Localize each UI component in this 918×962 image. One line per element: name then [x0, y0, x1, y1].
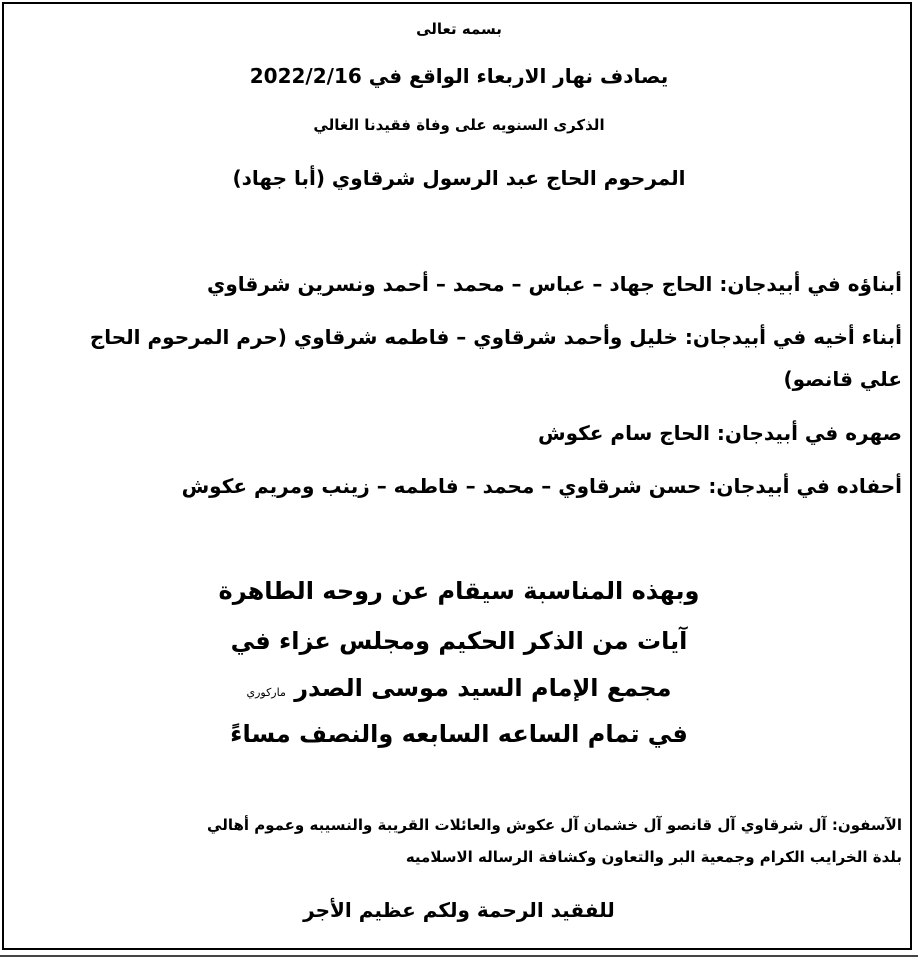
ceremony-venue-note: ماركوري: [246, 686, 286, 699]
ceremony-venue: مجمع الإمام السيد موسى الصدر: [294, 674, 672, 702]
ceremony-line-4: في تمام الساعه السابعه والنصف مساءً: [230, 720, 688, 748]
mourners-line-1: الآسفون: آل شرقاوي آل قانصو آل خشمان آل عكوش والعائلات القريبة والنسيبه وعموم أهالي: [207, 816, 902, 834]
son-in-law-line: صهره في أبيدجان: الحاج سام عكوش: [538, 421, 902, 445]
nephews-line-1: أبناء أخيه في أبيدجان: خليل وأحمد شرقاوي – فاطمه شرقاوي (حرم المرحوم الحاج: [89, 325, 902, 349]
bottom-rule: [0, 955, 918, 957]
ceremony-line-2: آيات من الذكر الحكيم ومجلس عزاء في: [230, 627, 688, 655]
occasion-line: الذكرى السنويه على وفاة فقيدنا الغالي: [313, 116, 605, 134]
sons-line: أبناؤه في أبيدجان: الحاج جهاد – عباس – محمد – أحمد ونسرين شرقاوي: [207, 272, 902, 296]
mourners-line-2: بلدة الخرايب الكرام وجمعية البر والتعاون وكشافة الرساله الاسلاميه: [405, 848, 902, 866]
invocation: بسمه تعالى: [416, 20, 502, 38]
closing-line: للفقيد الرحمة ولكم عظيم الأجر: [303, 898, 615, 922]
ceremony-line-1: وبهذه المناسبة سيقام عن روحه الطاهرة: [218, 577, 700, 605]
date-line: يصادف نهار الاربعاء الواقع في 2022/2/16: [249, 64, 669, 88]
nephews-line-2: علي قانصو): [783, 367, 902, 391]
grandchildren-line: أحفاده في أبيدجان: حسن شرقاوي – محمد – فاطمه – زينب ومريم عكوش: [181, 474, 902, 498]
deceased-name: المرحوم الحاج عبد الرسول شرقاوي (أبا جهاد): [232, 166, 686, 190]
ceremony-line-3: [0, 674, 918, 703]
